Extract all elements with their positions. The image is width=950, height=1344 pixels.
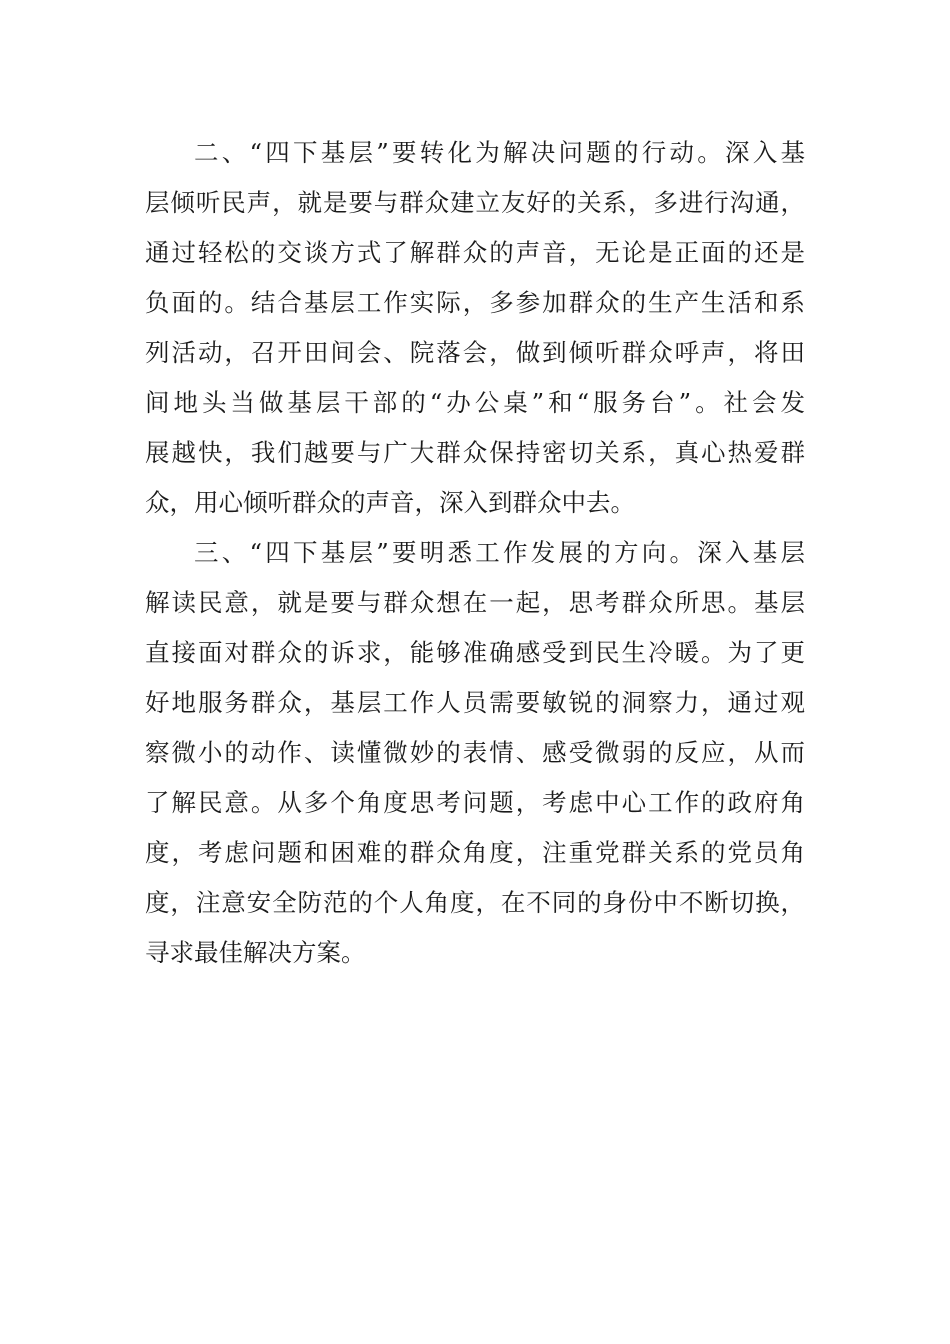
paragraph-line: 间地头当做基层干部的“办公桌”和“服务台”。社会发	[145, 388, 805, 417]
paragraph-line: 察微小的动作、读懂微妙的表情、感受微弱的反应，从而	[145, 738, 805, 767]
document-body	[145, 128, 805, 978]
paragraph-line: 寻求最佳解决方案。	[145, 938, 366, 967]
paragraph-line: 三、“四下基层”要明悉工作发展的方向。深入基层	[194, 538, 805, 567]
paragraph-line: 众，用心倾听群众的声音，深入到群众中去。	[145, 488, 635, 517]
paragraph-line: 负面的。结合基层工作实际，多参加群众的生产生活和系	[145, 288, 805, 317]
paragraph-line: 度，注意安全防范的个人角度，在不同的身份中不断切换，	[145, 888, 805, 917]
paragraph-2	[145, 128, 805, 528]
paragraph-line: 度，考虑问题和困难的群众角度，注重党群关系的党员角	[145, 838, 805, 867]
paragraph-line: 直接面对群众的诉求，能够准确感受到民生冷暖。为了更	[145, 638, 805, 667]
paragraph-line: 通过轻松的交谈方式了解群众的声音，无论是正面的还是	[145, 238, 805, 267]
paragraph-line: 层倾听民声，就是要与群众建立友好的关系，多进行沟通，	[145, 188, 805, 217]
paragraph-line: 列活动，召开田间会、院落会，做到倾听群众呼声，将田	[145, 338, 805, 367]
paragraph-line: 好地服务群众，基层工作人员需要敏锐的洞察力，通过观	[145, 688, 805, 717]
paragraph-line: 解读民意，就是要与群众想在一起，思考群众所思。基层	[145, 588, 805, 617]
paragraph-line: 了解民意。从多个角度思考问题，考虑中心工作的政府角	[145, 788, 805, 817]
paragraph-3	[145, 528, 805, 978]
paragraph-line: 展越快，我们越要与广大群众保持密切关系，真心热爱群	[145, 438, 805, 467]
paragraph-line: 二、“四下基层”要转化为解决问题的行动。深入基	[194, 138, 805, 167]
